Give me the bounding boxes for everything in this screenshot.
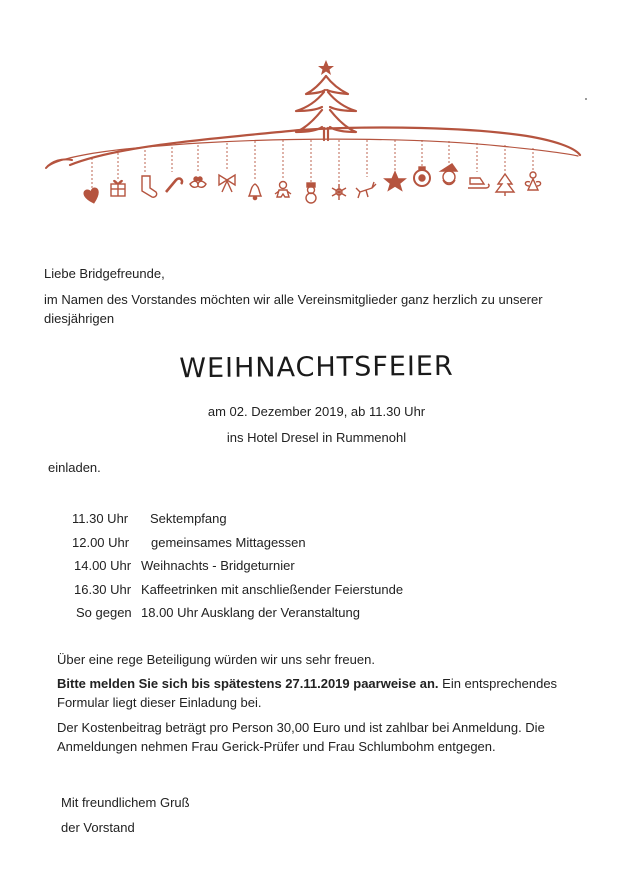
christmas-garland-decoration xyxy=(0,0,633,230)
intro-line-2: diesjährigen xyxy=(44,311,115,326)
registration-deadline: Bitte melden Sie sich bis spätestens 27.11.2019 paarweise an. xyxy=(57,676,439,691)
star-icon xyxy=(385,172,405,190)
schedule-time: 16.30 Uhr xyxy=(74,582,132,597)
intro-line-1: im Namen des Vorstandes möchten wir alle Vereinsmitglieder ganz herzlich zu unserer xyxy=(44,292,543,307)
fee-line-1: Der Kostenbeitrag beträgt pro Person 30,00 Euro und ist zahlbar bei Anmeldung. Die xyxy=(57,720,545,735)
sleigh-icon xyxy=(468,178,489,188)
fee-line-2: Anmeldungen nehmen Frau Gerick-Prüfer und Frau Schlumbohm entgegen. xyxy=(57,739,496,754)
gingerbread-icon xyxy=(275,182,291,198)
registration-rest: Ein entsprechendes xyxy=(438,676,558,691)
small-tree-icon xyxy=(496,174,514,196)
schedule-event: Sektempfang xyxy=(150,511,227,526)
event-venue: ins Hotel Dresel in Rummenohl xyxy=(226,430,407,445)
schedule-event: Weihnachts - Bridgeturnier xyxy=(141,558,295,573)
bow-icon xyxy=(219,175,235,192)
schedule-event: 18.00 Uhr Ausklang der Veranstaltung xyxy=(141,605,360,620)
bell-icon xyxy=(249,184,261,200)
participation-line: Über eine rege Beteiligung würden wir uns sehr freuen. xyxy=(57,652,375,667)
reindeer-icon xyxy=(356,182,376,198)
snowman-icon xyxy=(306,183,316,203)
holly-icon xyxy=(190,177,206,187)
heart-icon xyxy=(83,187,100,204)
registration-line-1 xyxy=(57,676,557,692)
schedule-time: 11.30 Uhr xyxy=(72,511,129,526)
schedule-time: 14.00 Uhr xyxy=(74,558,132,573)
greeting: Liebe Bridgefreunde, xyxy=(44,266,165,281)
schedule-time: So gegen xyxy=(76,605,132,620)
event-title: WEIHNACHTSFEIER xyxy=(179,350,454,385)
stocking-icon xyxy=(142,176,157,197)
candy-cane-icon xyxy=(166,179,182,192)
signature: der Vorstand xyxy=(61,820,135,835)
schedule-event: gemeinsames Mittagessen xyxy=(151,535,306,550)
gift-icon xyxy=(111,181,125,196)
schedule-event: Kaffeetrinken mit anschließender Feierstunde xyxy=(141,582,404,597)
closing: Mit freundlichem Gruß xyxy=(61,795,190,810)
event-date: am 02. Dezember 2019, ab 11.30 Uhr xyxy=(207,404,426,419)
registration-line-2: Formular liegt dieser Einladung bei. xyxy=(57,695,262,710)
schedule-time: 12.00 Uhr xyxy=(72,535,130,550)
angel-icon xyxy=(525,172,540,190)
ball-ornament-icon xyxy=(414,167,430,186)
invite-word: einladen. xyxy=(48,460,101,475)
santa-icon xyxy=(441,164,457,185)
snowflake-icon xyxy=(332,184,346,200)
